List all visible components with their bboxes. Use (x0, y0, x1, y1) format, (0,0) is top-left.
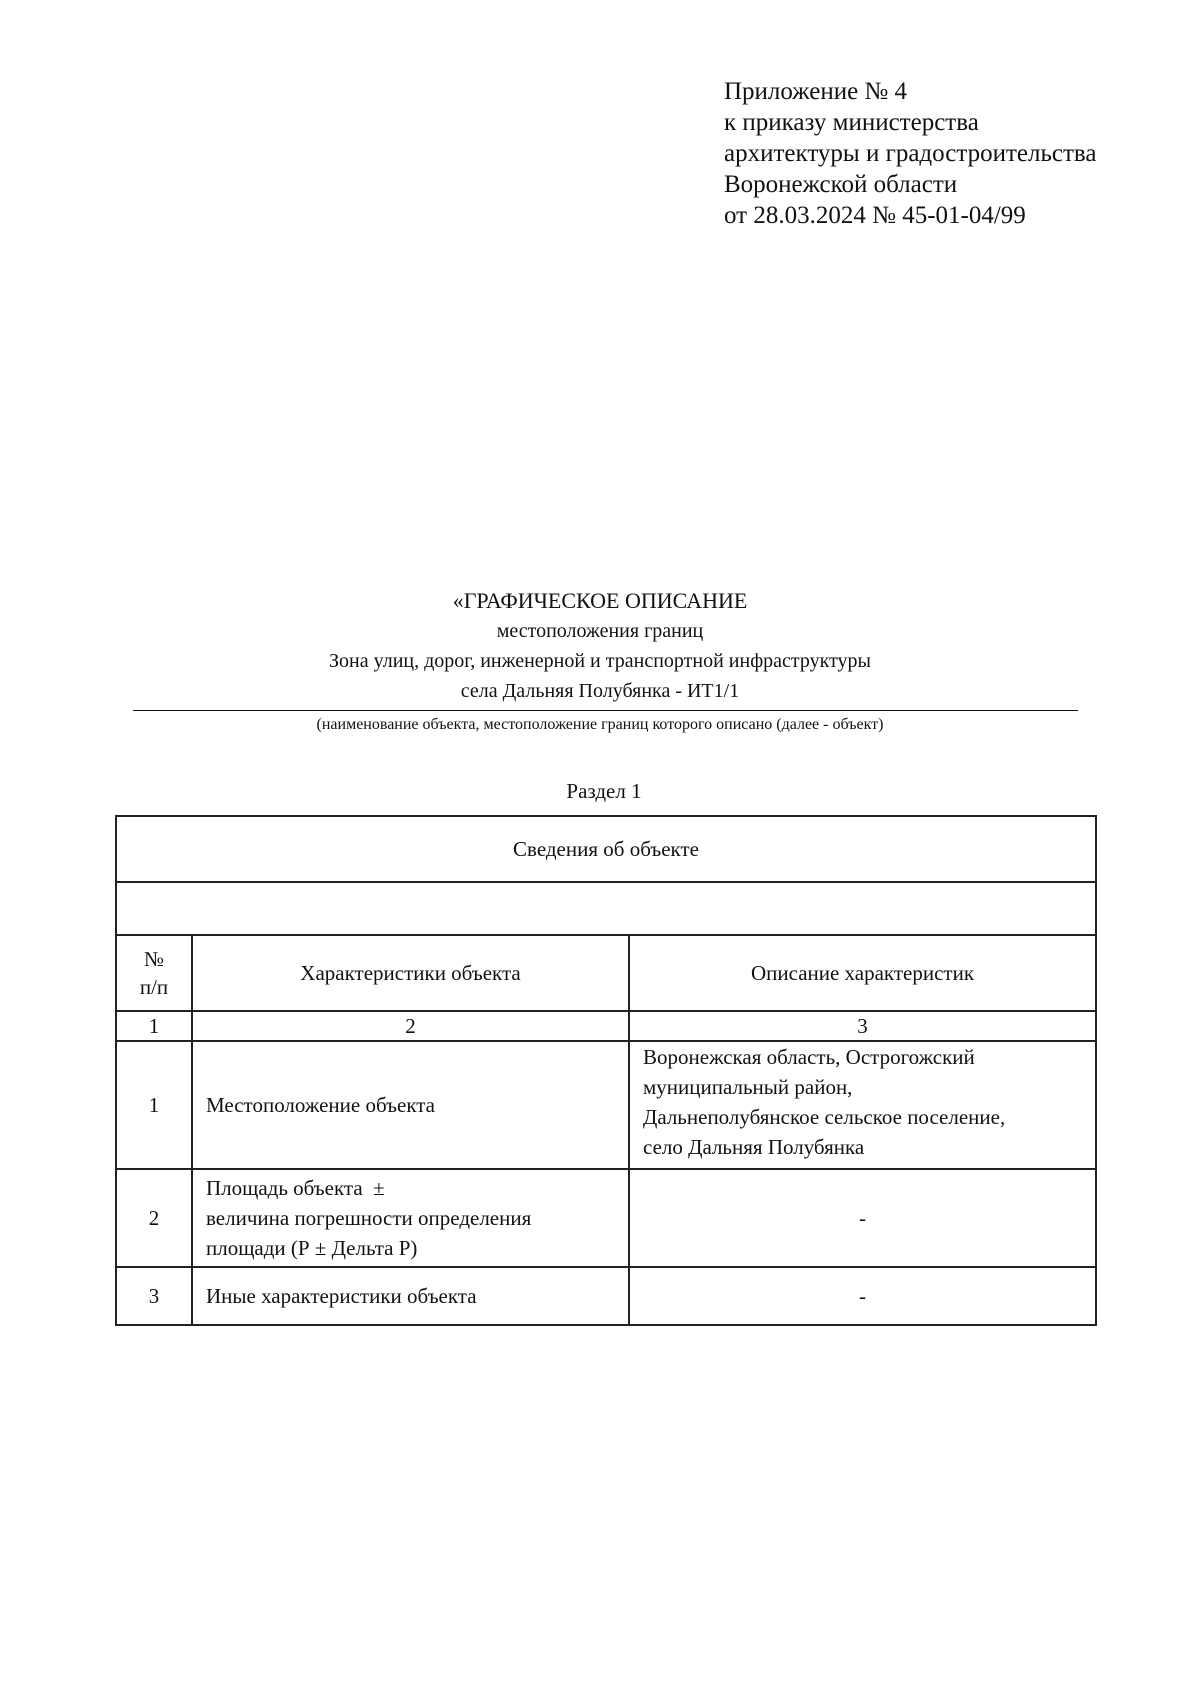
column-header-characteristic: Характеристики объекта (192, 935, 629, 1011)
row-number: 3 (116, 1267, 192, 1325)
appendix-line: от 28.03.2024 № 45-01-04/99 (724, 202, 1026, 229)
document-subtitle: местоположения границ (496, 620, 704, 642)
row-description (629, 1169, 1096, 1267)
characteristic-line: величина погрешности определения (206, 1206, 532, 1230)
description-line: - (859, 1206, 866, 1230)
column-header-num (116, 935, 192, 1011)
document-title-block (0, 586, 1200, 706)
appendix-line: Приложение № 4 (724, 78, 908, 105)
description-line: село Дальняя Полубянка (643, 1135, 865, 1159)
characteristic-line: Местоположение объекта (206, 1093, 436, 1117)
object-name-line-1: Зона улиц, дорог, инженерной и транспортной инфраструктуры (329, 650, 871, 672)
row-description (629, 1267, 1096, 1325)
characteristic-line: Площадь объекта ± (206, 1176, 385, 1200)
row-description (629, 1041, 1096, 1169)
description-line: муниципальный район, (643, 1075, 853, 1099)
row-number: 2 (116, 1169, 192, 1267)
document-title: «ГРАФИЧЕСКОЕ ОПИСАНИЕ (452, 588, 748, 613)
row-number: 1 (116, 1041, 192, 1169)
empty-cell (116, 882, 1096, 935)
table-row (116, 1267, 1096, 1325)
appendix-line: Воронежской области (724, 171, 958, 198)
row-characteristic (192, 1041, 629, 1169)
description-line: Воронежская область, Острогожский (643, 1045, 975, 1069)
table-row (116, 1041, 1096, 1169)
section-label: Раздел 1 (566, 779, 642, 803)
column-header-num-line: № (143, 947, 165, 971)
table-header: Сведения об объекте (116, 816, 1096, 882)
description-line: Дальнеполубянское сельское поселение, (643, 1105, 1006, 1129)
description-line: - (859, 1283, 866, 1308)
object-info-table (115, 815, 1097, 1326)
characteristic-line: площади (Р ± Дельта Р) (206, 1236, 418, 1260)
column-number: 1 (116, 1011, 192, 1041)
column-number-row (116, 1011, 1096, 1041)
table-row (116, 1169, 1096, 1267)
characteristic-line: Иные характеристики объекта (206, 1283, 477, 1308)
object-name-line-2: села Дальняя Полубянка - ИТ1/1 (460, 680, 740, 702)
row-characteristic (192, 1267, 629, 1325)
table-header-row (116, 816, 1096, 882)
appendix-line: архитектуры и градостроительства (724, 140, 1097, 167)
table-empty-row (116, 882, 1096, 935)
column-header-row (116, 935, 1096, 1011)
column-number: 3 (629, 1011, 1096, 1041)
row-characteristic (192, 1169, 629, 1267)
appendix-reference (724, 76, 1096, 231)
title-underline (133, 710, 1078, 711)
column-header-num-line: п/п (139, 975, 169, 999)
appendix-line: к приказу министерства (724, 109, 979, 136)
column-number: 2 (192, 1011, 629, 1041)
column-header-description: Описание характеристик (629, 935, 1096, 1011)
object-name-caption: (наименование объекта, местоположение границ которого описано (далее - объект) (316, 716, 884, 733)
